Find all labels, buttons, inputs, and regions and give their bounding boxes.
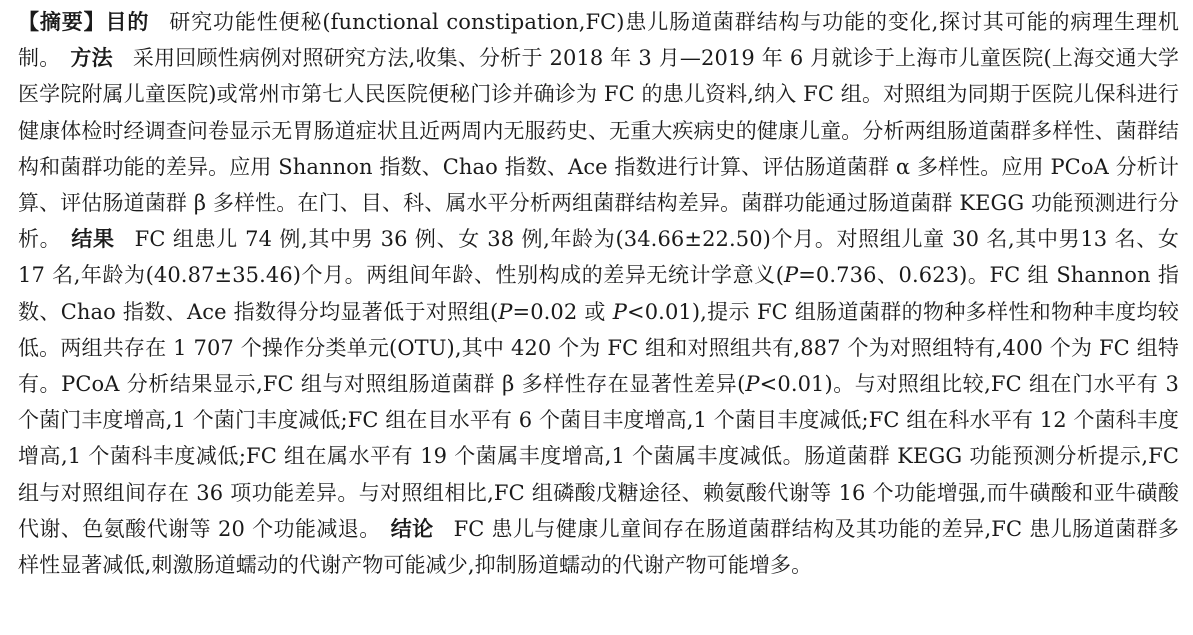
conclusion-text: FC 患儿与健康儿童间存在肠道菌群结构及其功能的差异,FC 患儿肠道菌群多样性显著减低,刺激肠道蠕动的代谢产物可能减少,抑制肠道蠕动的代谢产物可能增多。 <box>18 516 1179 578</box>
results-text-1: FC 组患儿 74 例,其中男 36 例、女 38 例,年龄为(34.66±22.50)个月。对照组儿童 30 名,其中男13 名、女 17 名,年龄为(40.87±35.46)个月。两组间年龄、性别构成的差异无统计学意义( <box>18 227 1180 288</box>
results-heading: 结果 <box>71 227 115 252</box>
abstract-label: 【摘要】 <box>18 10 106 34</box>
conclusion-heading: 结论 <box>390 516 434 541</box>
p-value-symbol: P <box>745 372 760 397</box>
p-value-symbol: P <box>612 299 628 324</box>
results-text-4: <0.01),提示 FC 组肠道菌群的物种多样性和物种丰度均较低。两组共存在 1 707 个操作分类单元(OTU),其中 420 个为 FC 组和对照组共有,887 个为对照组特有,400 个为 FC 组特有。PCoA 分析结果显示,FC 组与对照组肠道菌群 β 多样性存在显著性差异( <box>18 299 1179 397</box>
results-text-2: =0.736、0.623)。FC 组 Shannon 指数、Chao 指数、Ace 指数得分均显著低于对照组( <box>18 263 1179 324</box>
objective-text: 研究功能性便秘(functional constipation,FC)患儿肠道菌群结构与功能的变化,探讨其可能的病理生理机制。 <box>18 10 1179 71</box>
results-text-5: <0.01)。与对照组比较,FC 组在门水平有 3 个菌门丰度增高,1 个菌门丰度减低;FC 组在目水平有 6 个菌目丰度增高,1 个菌目丰度减低;FC 组在科水平有 12 个菌科丰度增高,1 个菌科丰度减低;FC 组在属水平有 19 个菌属丰度增高,1 个菌属丰度减低。肠道菌群 KEGG 功能预测分析提示,FC 组与对照组间存在 36 项功能差异。与对照组相比,FC 组磷酸戊糖途径、赖氨酸代谢等 16 个功能增强,而牛磺酸和亚牛磺酸代谢、色氨酸代谢等 20 个功能减退。 <box>18 372 1179 541</box>
p-value-symbol: P <box>784 263 799 288</box>
methods-text: 采用回顾性病例对照研究方法,收集、分析于 2018 年 3 月—2019 年 6 月就诊于上海市儿童医院(上海交通大学医学院附属儿童医院)或常州市第七人民医院便秘门诊并确诊为 FC 的患儿资料,纳入 FC 组。对照组为同期于医院儿保科进行健康体检时经调查问卷显示无胃肠道症状且近两周内无服药史、无重大疾病史的健康儿童。分析两组肠道菌群多样性、菌群结构和菌群功能的差异。应用 Shannon 指数、Chao 指数、Ace 指数进行计算、评估肠道菌群 α 多样性。应用 PCoA 分析计算、评估肠道菌群 β 多样性。在门、目、科、属水平分析两组菌群结构差异。菌群功能通过肠道菌群 KEGG 功能预测进行分析。 <box>18 46 1179 252</box>
p-value-symbol: P <box>498 299 513 324</box>
results-text-3: =0.02 或 <box>512 299 613 324</box>
methods-heading: 方法 <box>70 46 113 71</box>
objective-heading: 目的 <box>105 10 150 34</box>
